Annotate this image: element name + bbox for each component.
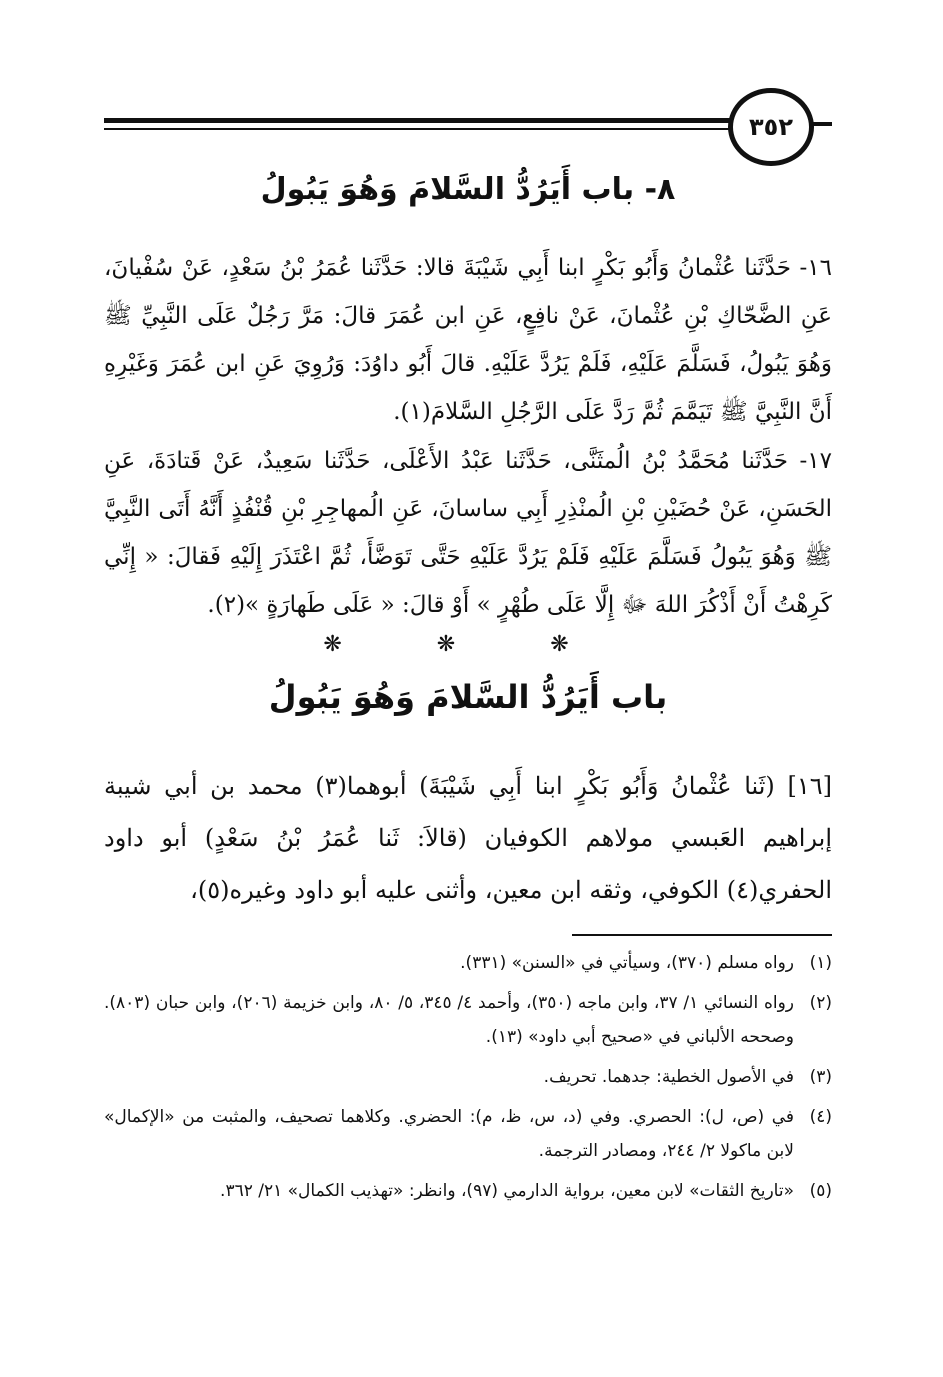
footnote-text: رواه النسائي ١/ ٣٧، وابن ماجه (٣٥٠)، وأحمد ٤/ ٣٤٥، ٥/ ٨٠، وابن خزيمة (٢٠٦)، وابن حبان (٨٠٣). وصححه الألباني في «صحيح أبي داود» (١٣). [104, 993, 794, 1047]
footnote-number: (٣) [809, 1067, 832, 1087]
footnote-divider [572, 934, 832, 936]
section-title: باب أَيَرُدُّ السَّلامَ وَهُوَ يَبُولُ [268, 678, 668, 716]
footnote-text: «تاريخ الثقات» لابن معين، برواية الدارمي (٩٧)، وانظر: «تهذيب الكمال» ٢١/ ٣٦٢. [220, 1181, 794, 1201]
header-rule-thick [104, 118, 732, 123]
footnote-text: رواه مسلم (٣٧٠)، وسيأتي في «السنن» (٣٣١). [460, 953, 794, 973]
footnote-4 [104, 1100, 832, 1168]
hadith-17: ١٧- حَدَّثَنا مُحَمَّدُ بْنُ الُمثَنَّى، حَدَّثَنا عَبْدُ الأَعْلَى، حَدَّثَنا سَعِيدٌ، عَنْ قَتادَةَ، عَنِ الحَسَنِ، عَنْ حُضَيْنِ بْنِ الُمنْذِرِ أَبِي ساسانَ، عَنِ الُمهاجِرِ بْنِ قُنْفُذٍ أَنَّهُ أَتَى النَّبِيَّ ﷺ وَهُوَ يَبُولُ فَسَلَّمَ عَلَيْهِ فَلَمْ يَرُدَّ عَلَيْهِ حَتَّى تَوَضَّأَ، ثُمَّ اعْتَذَرَ إِلَيْهِ فَقالَ: « إِنِّي كَرِهْتُ أَنْ أَذْكُرَ اللهَ ﷻ إِلَّا عَلَى طُهْرٍ » أَوْ قالَ: « عَلَى طَهارَةٍ »(٢). [104, 448, 832, 618]
footnote-1 [104, 946, 832, 980]
footnote-3 [104, 1060, 832, 1094]
footnote-number: (٥) [809, 1181, 832, 1201]
footnote-number: (٢) [809, 993, 832, 1013]
chapter-title: ٨- باب أَيَرُدُّ السَّلامَ وَهُوَ يَبُولُ [260, 172, 676, 207]
footnote-text: في الأصول الخطية: جدهما. تحريف. [543, 1067, 794, 1087]
commentary-text: [١٦] (ثَنا عُثْمانُ وَأَبُو بَكْرٍ ابنا أَبِي شَيْبَةَ) أبوهما(٣) محمد بن أبي شيبة إبراهيم العَبسي مولاهم الكوفيان (قالاَ: ثَنا عُمَرُ بْنُ سَعْدٍ) أبو داود الحفري(٤) الكوفي، وثقه ابن معين، وأثنى عليه أبو داود وغيره(٥)، [104, 772, 832, 904]
footnote-number: (١) [809, 953, 832, 973]
page-number: ٣٥٢ [728, 88, 814, 166]
footnote-number: (٤) [809, 1107, 832, 1127]
section-separator: ❋ ❋ ❋ [323, 632, 613, 657]
footnote-2 [104, 986, 832, 1054]
footnote-text: في (ص، ل): الحصري. وفي (د، س، ظ، م): الحضري. وكلاهما تصحيف، والمثبت من «الإكمال» لابن ماكولا ٢/ ٢٤٤، ومصادر الترجمة. [104, 1107, 794, 1161]
footnotes [104, 946, 832, 1214]
footnote-5 [104, 1174, 832, 1208]
header-rule-thin [104, 128, 732, 130]
hadith-16: ١٦- حَدَّثَنا عُثْمانُ وَأَبُو بَكْرٍ ابنا أَبِي شَيْبَةَ قالا: حَدَّثَنا عُمَرُ بْنُ سَعْدٍ، عَنْ سُفْيانَ، عَنِ الضَّحّاكِ بْنِ عُثْمانَ، عَنْ نافِعٍ، عَنِ ابن عُمَرَ قالَ: مَرَّ رَجُلٌ عَلَى النَّبِيِّ ﷺ وَهُوَ يَبُولُ، فَسَلَّمَ عَلَيْهِ، فَلَمْ يَرُدَّ عَلَيْهِ. قالَ أَبُو داوُدَ: وَرُوِيَ عَنِ ابن عُمَرَ وَغَيْرِهِ أَنَّ النَّبِيَّ ﷺ تَيَمَّمَ ثُمَّ رَدَّ عَلَى الرَّجُلِ السَّلامَ(١). [104, 255, 832, 425]
